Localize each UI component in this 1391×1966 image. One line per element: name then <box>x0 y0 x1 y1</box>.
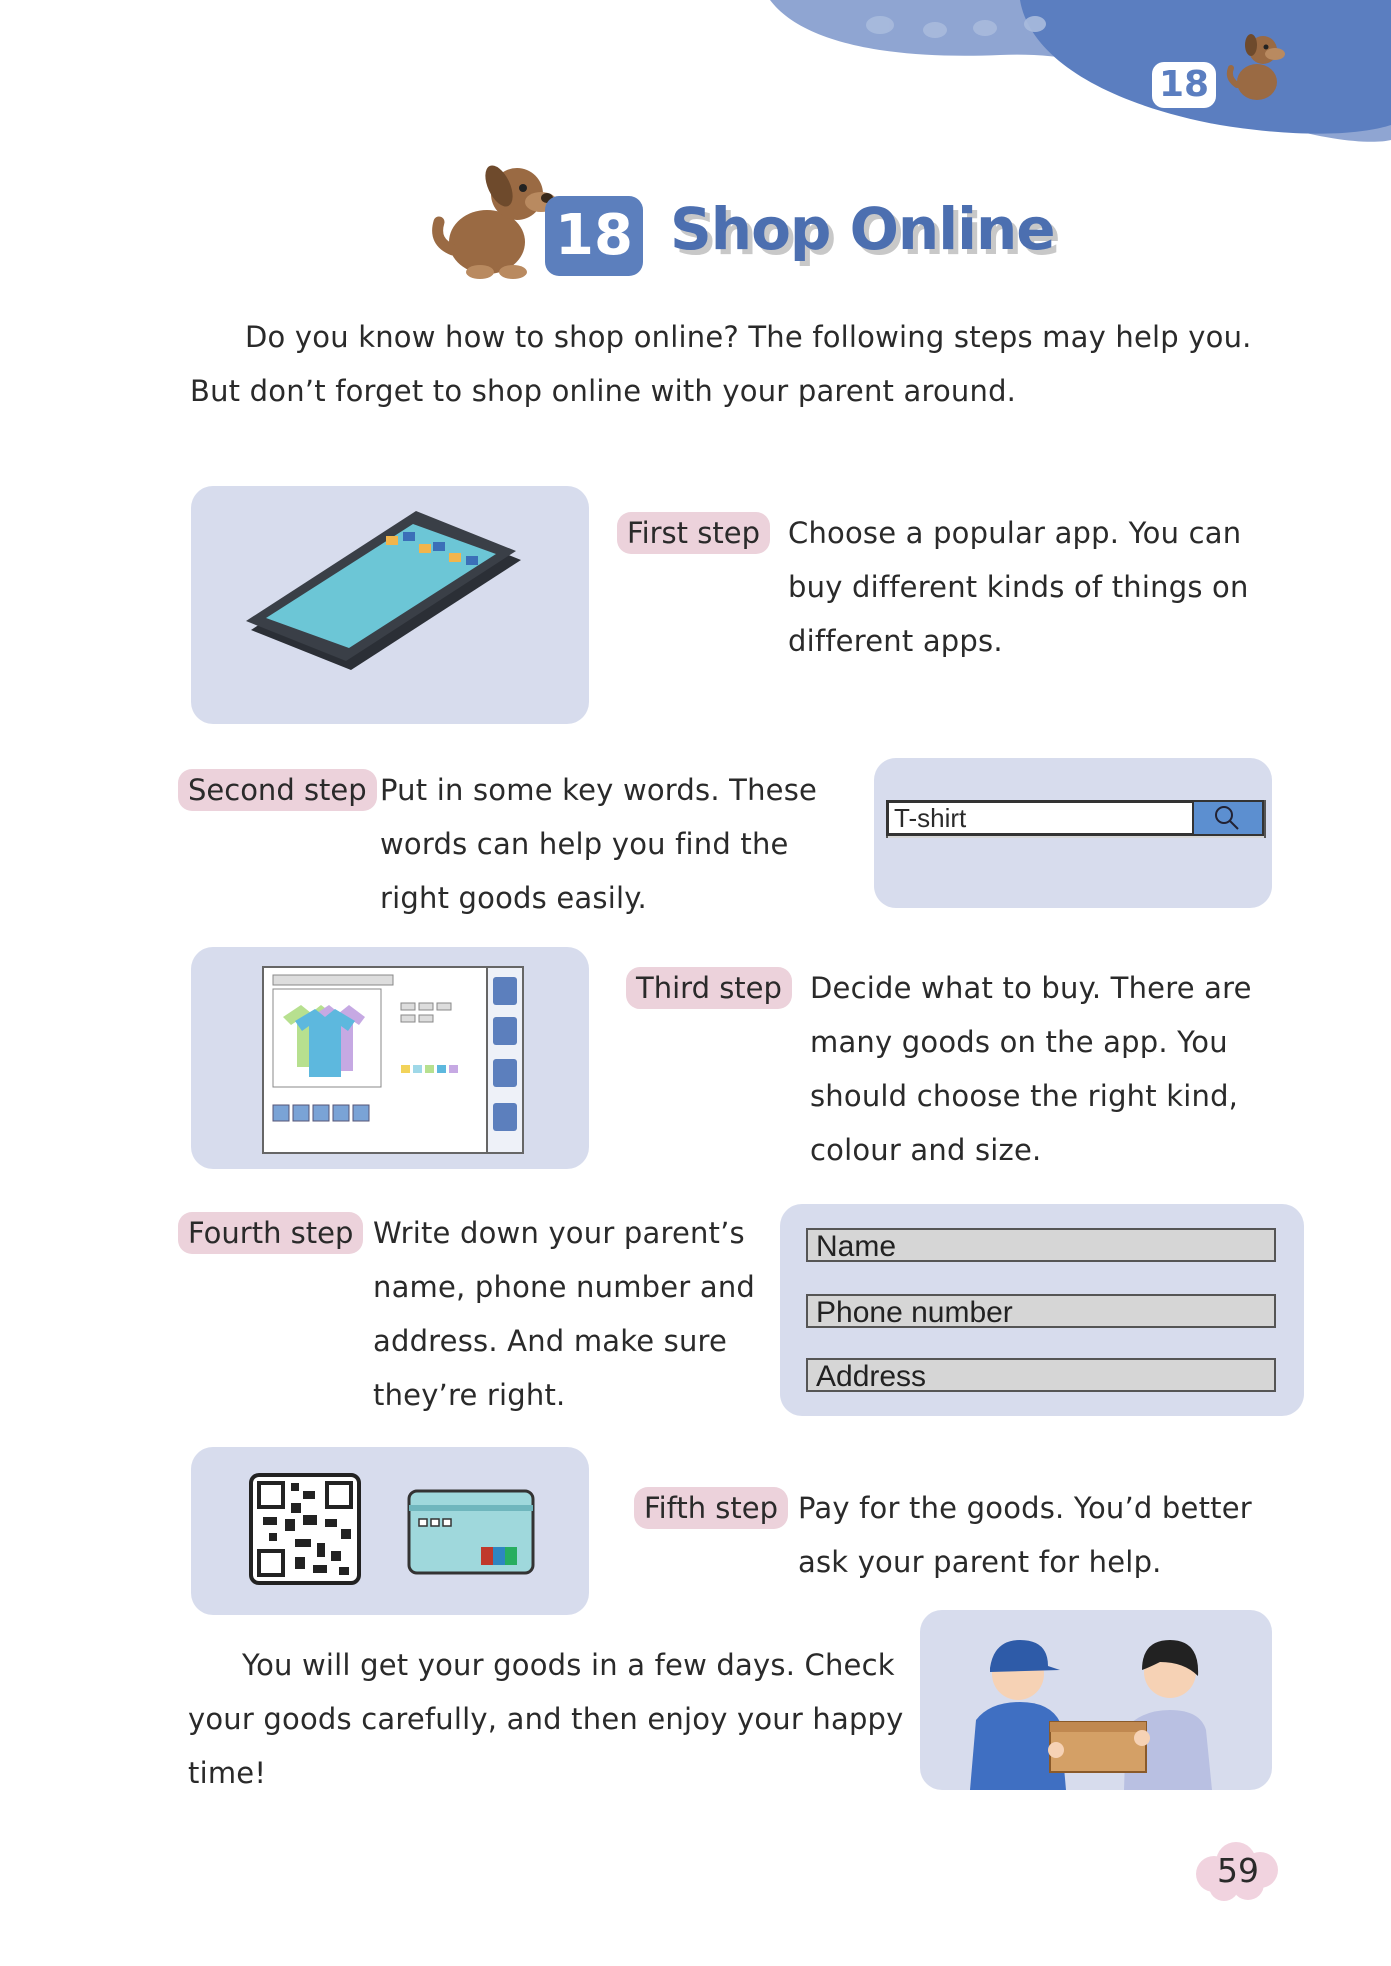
dog-mascot-icon <box>425 152 565 282</box>
step4-line: address. And make sure <box>373 1324 728 1358</box>
address-field: Address <box>806 1358 1276 1392</box>
step-label-third: Third step <box>626 967 792 1009</box>
search-input: T-shirt <box>886 800 1197 836</box>
search-icon <box>1194 802 1262 834</box>
step-label-fourth: Fourth step <box>178 1212 363 1254</box>
step-label-second: Second step <box>178 769 377 811</box>
step2-line: words can help you find the <box>380 827 789 861</box>
step3-line: should choose the right kind, <box>810 1079 1239 1113</box>
intro-paragraph <box>190 310 1252 418</box>
step4-line: they’re right. <box>373 1378 566 1412</box>
intro-line-1: Do you know how to shop online? The following steps may help you. <box>245 320 1252 354</box>
step1-line: buy different kinds of things on <box>788 570 1249 604</box>
payment-illustration-panel <box>191 1447 589 1615</box>
corner-lesson-badge: 18 <box>1152 62 1216 108</box>
search-button <box>1192 800 1264 836</box>
corner-decoration <box>760 0 1391 150</box>
step5-line: Pay for the goods. You’d better <box>798 1491 1252 1525</box>
step3-line: many goods on the app. You <box>810 1025 1228 1059</box>
step-text-fourth <box>373 1206 755 1422</box>
step-text-second <box>380 763 817 925</box>
lesson-number-badge: 18 <box>545 196 643 276</box>
intro-line-2: But don’t forget to shop online with your parent around. <box>190 374 1017 408</box>
payment-icons <box>191 1447 589 1615</box>
step-label-first: First step <box>617 512 770 554</box>
step1-line: Choose a popular app. You can <box>788 516 1242 550</box>
phone-illustration-panel <box>191 486 589 724</box>
step4-line: name, phone number and <box>373 1270 756 1304</box>
step3-line: Decide what to buy. There are <box>810 971 1252 1005</box>
phone-number-field: Phone number <box>806 1294 1276 1328</box>
shopping-app-panel <box>191 947 589 1169</box>
step3-line: colour and size. <box>810 1133 1042 1167</box>
step2-line: right goods easily. <box>380 881 647 915</box>
smartphone-icon <box>191 486 589 724</box>
closing-line: time! <box>188 1756 267 1790</box>
step5-line: ask your parent for help. <box>798 1545 1162 1579</box>
name-field: Name <box>806 1228 1276 1262</box>
qr-code-icon <box>251 1475 359 1583</box>
credit-card-icon <box>409 1491 533 1573</box>
dog-icon <box>1225 30 1295 105</box>
step-text-fifth <box>798 1481 1252 1589</box>
closing-paragraph <box>188 1638 904 1800</box>
closing-line: You will get your goods in a few days. Check <box>242 1648 895 1682</box>
step2-line: Put in some key words. These <box>380 773 818 807</box>
delivery-people-illustration <box>920 1610 1272 1790</box>
closing-line: your goods carefully, and then enjoy your happy <box>188 1702 904 1736</box>
step4-line: Write down your parent’s <box>373 1216 745 1250</box>
step-text-first <box>788 506 1249 668</box>
search-illustration-panel <box>874 758 1272 908</box>
step-text-third <box>810 961 1252 1177</box>
step-label-fifth: Fifth step <box>634 1487 788 1529</box>
shopping-screen-illustration <box>191 947 589 1169</box>
step1-line: different apps. <box>788 624 1003 658</box>
page-title: Shop Online <box>670 195 1055 263</box>
page-number: 59 <box>1217 1851 1259 1890</box>
delivery-illustration-panel <box>920 1610 1272 1790</box>
